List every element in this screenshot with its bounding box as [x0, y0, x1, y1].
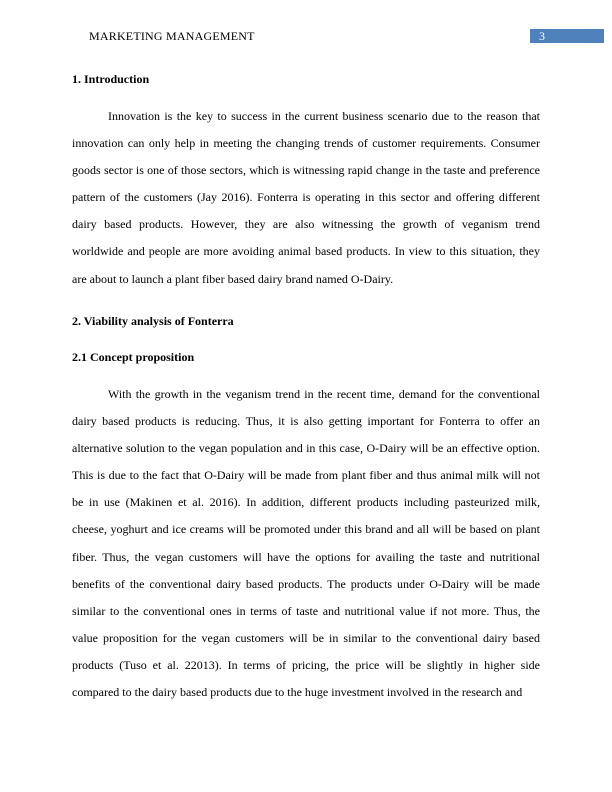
- section-heading-viability: 2. Viability analysis of Fonterra: [72, 314, 234, 328]
- paragraph-introduction: Innovation is the key to success in the current business scenario due to the reason that innovation can only help in meeting the changing trends of customer requirements. Consumer goods sector is one of those sectors, which is witnessing rapid change in the taste and preference pattern of the customers (Jay 2016). Fonterra is operating in this sector and offering different dairy based products. However, they are also witnessing the growth of veganism trend worldwide and people are more avoiding animal based products. In view to this situation, they are about to launch a plant fiber based dairy brand named O-Dairy.: [72, 109, 540, 286]
- subsection-heading-concept: 2.1 Concept proposition: [72, 350, 195, 364]
- page-number: 3: [539, 29, 545, 43]
- page-number-badge: [530, 29, 604, 43]
- paragraph-concept-proposition: With the growth in the veganism trend in the recent time, demand for the conventional dairy based products is reducing. Thus, it is also getting important for Fonterra to offer an alternative solution to the vegan population and in this case, O-Dairy will be an effective option. This is due to the fact that O-Dairy will be made from plant fiber and thus animal milk will not be in use (Makinen et al. 2016). In addition, different products including pasteurized milk, cheese, yoghurt and ice creams will be promoted under this brand and all will be based on plant fiber. Thus, the vegan customers will have the options for availing the taste and nutritional benefits of the conventional dairy based products. The products under O-Dairy will be made similar to the conventional ones in terms of taste and nutritional value if not more. Thus, the value proposition for the vegan customers will be in similar to the conventional dairy based products (Tuso et al. 22013). In terms of pricing, the price will be slightly in higher side compared to the dairy based products due to the huge investment involved in the research and: [72, 387, 540, 700]
- running-header-title: MARKETING MANAGEMENT: [89, 29, 255, 43]
- section-heading-introduction: 1. Introduction: [72, 72, 150, 86]
